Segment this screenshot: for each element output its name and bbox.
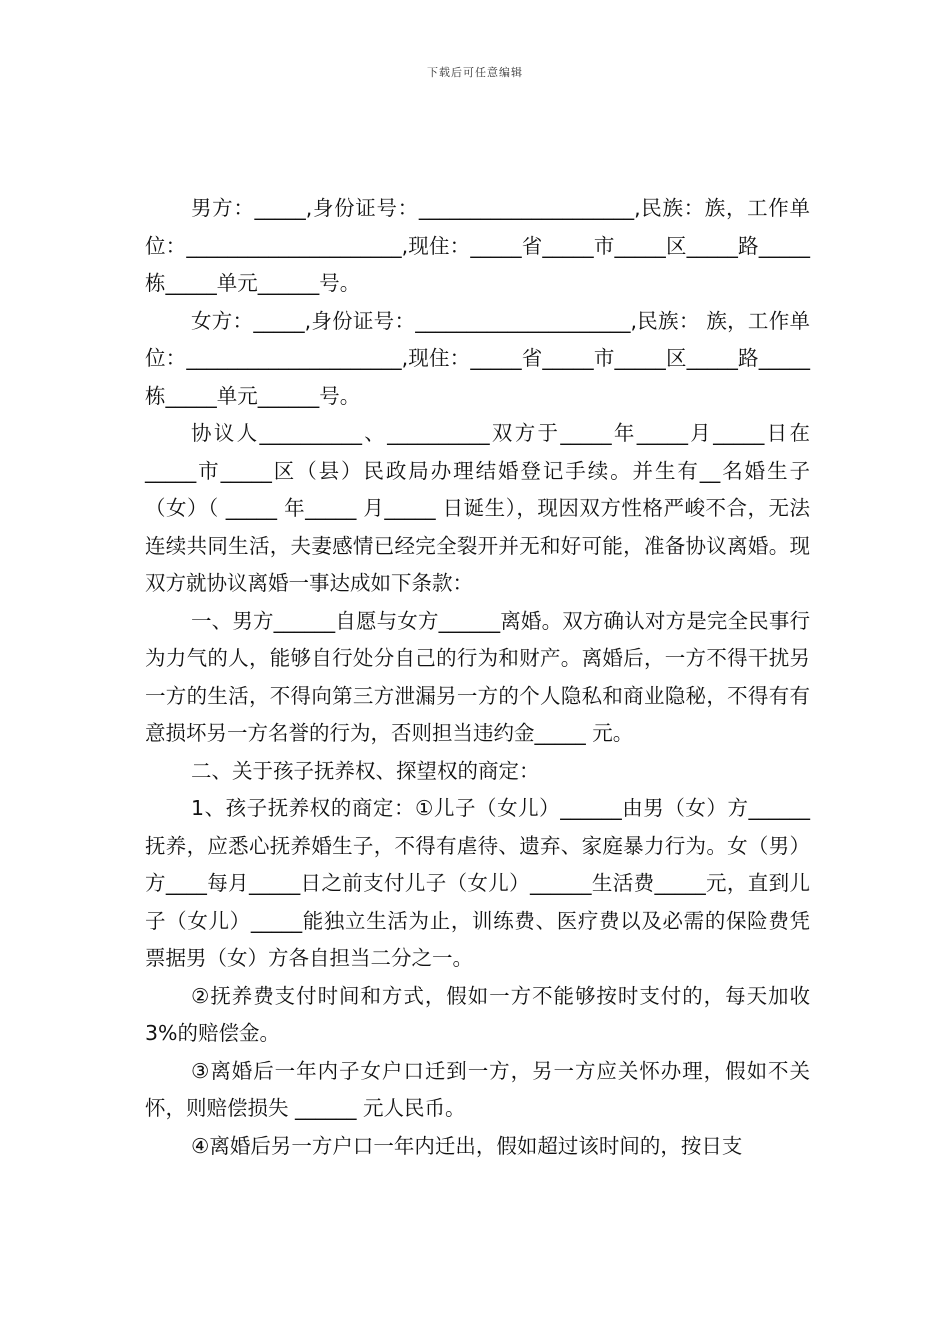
paragraph-support-payment: ②抚养费支付时间和方式，假如一方不能够按时支付的，每天加收 3%的赔偿金。 xyxy=(145,983,810,1045)
paragraph-husband-info: 男方：_____,身份证号：_____________________,民族：族，工作单位：_____________________,现住：_____省_____市_____区_____路_____栋_____单元______号。 xyxy=(145,196,810,295)
paragraph-clause-one: 一、男方______自愿与女方______离婚。双方确认对方是完全民事行为力气的人，能够自行处分自己的行为和财产。离婚后，一方不得干扰另一方的生活，不得向第三方泄漏另一方的个人隐私和商业隐秘，不得有有意损坏另一方名誉的行为，否则担当违约金_____ 元。 xyxy=(145,608,810,745)
paragraph-registration-move-out: ④离婚后另一方户口一年内迁出，假如超过该时间的，按日支 xyxy=(191,1133,743,1158)
paragraph-agreement-intro: 协议人__________、__________双方于_____年_____月_____日在_____市_____区（县）民政局办理结婚登记手续。并生有__名婚生子（女）（ _____ 年_____ 月_____ 日诞生），现因双方性格严峻不合，无法连续共同生活，夫妻感情已经完全裂开并无和好可能，准备协议离婚。现双方就协议离婚一事达成如下条款： xyxy=(145,421,810,595)
paragraph-household-registration: ③离婚后一年内子女户口迁到一方，另一方应关怀办理，假如不关怀，则赔偿损失 ______ 元人民币。 xyxy=(145,1058,810,1120)
document-body xyxy=(145,190,810,1165)
paragraph-wife-info: 女方：_____,身份证号：_____________________,民族： 族，工作单位：_____________________,现住：_____省_____市_____区_____路_____栋_____单元______号。 xyxy=(145,308,810,408)
page-header: 下载后可任意编辑 xyxy=(427,66,523,79)
paragraph-custody: 1、孩子抚养权的商定：①儿子（女儿）______由男（女）方______抚养，应悉心抚养婚生子，不得有虐待、遗弃、家庭暴力行为。女（男）方____每月_____日之前支付儿子（女儿）______生活费_____元，直到儿子（女儿）_____能独立生活为止，训练费、医疗费以及必需的保险费凭票据男（女）方各自担当二分之一。 xyxy=(145,796,810,970)
paragraph-clause-two-heading: 二、关于孩子抚养权、探望权的商定： xyxy=(191,758,540,783)
